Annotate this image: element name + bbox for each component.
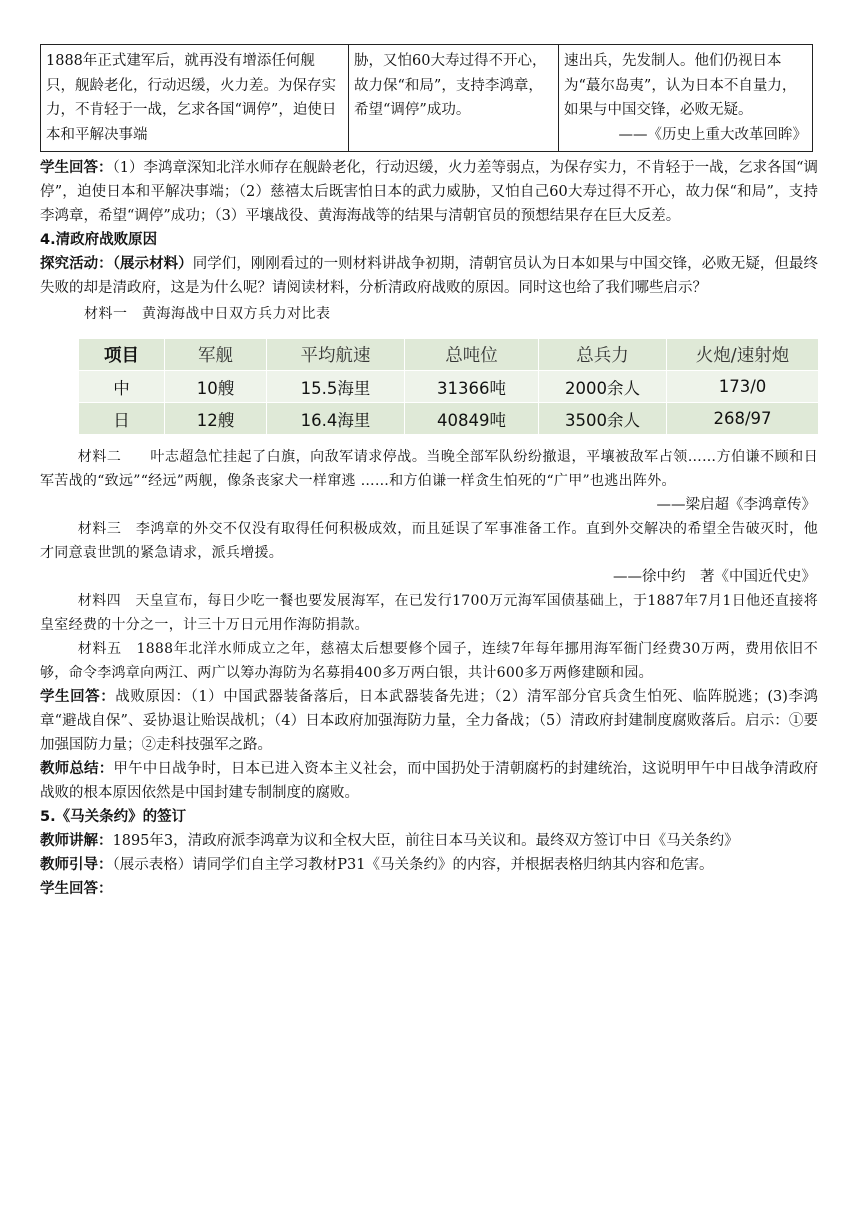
force-table-cell: 15.5海里 [267, 371, 405, 403]
material2-source: ——梁启超《李鸿章传》 [656, 497, 816, 513]
force-table-header: 军舰 [165, 339, 267, 371]
teacher-summary-text: 甲午中日战争时，日本已进入资本主义社会，而中国扔处于清朝腐朽的封建统治，这说明甲午中日战争清政府战败的根本原因依然是中国封建专制制度的腐败。 [40, 761, 819, 801]
top-table-col3 [559, 45, 813, 152]
top-table-col2-text: 胁，又怕60大寿过得不开心，故力保“和局”，支持李鸿章，希望“调停”成功。 [354, 53, 547, 118]
teacher-summary [40, 757, 818, 805]
teacher-guide [40, 853, 818, 877]
force-table-row-japan [79, 403, 819, 435]
document-page [40, 44, 818, 901]
top-table-col1 [41, 45, 349, 152]
force-table-cell: 173/0 [667, 371, 819, 403]
student-answer-3 [40, 877, 818, 901]
student-answer-1 [40, 156, 818, 228]
force-table-cell: 10艘 [165, 371, 267, 403]
teacher-guide-label: 教师引导： [40, 857, 113, 873]
force-table-header: 火炮/速射炮 [667, 339, 819, 371]
top-table-col2 [349, 45, 559, 152]
student-answer-2-label: 学生回答： [40, 689, 116, 705]
force-table-header: 总兵力 [539, 339, 667, 371]
force-table-cell: 2000余人 [539, 371, 667, 403]
material3-source: ——徐中约 著《中国近代史》 [613, 569, 816, 585]
material2: 材料二 叶志超急忙挂起了白旗，向敌军请求停战。当晚全部军队纷纷撤退，平壤被敌军占领……方伯谦不顾和日军苦战的“致远”“经远”两舰，像条丧家犬一样窜逃 ……和方伯谦一样贪生怕死的“广甲”也逃出阵外。 [40, 449, 818, 489]
explore-activity-text: 同学们，刚刚看过的一则材料讲战争初期，清朝官员认为日本如果与中国交锋，必败无疑，但最终失败的却是清政府，这是为什么呢？请阅读材料，分析清政府战败的原因。同时这也给了我们哪些启示？ [40, 256, 818, 296]
top-materials-table [40, 44, 813, 152]
force-table-header-row [79, 339, 819, 371]
teacher-lecture [40, 829, 818, 853]
section5-heading: 5.《马关条约》的签订 [40, 809, 187, 825]
teacher-summary-label: 教师总结： [40, 761, 114, 777]
force-table-cell: 40849吨 [405, 403, 539, 435]
section4-heading: 4.清政府战败原因 [40, 232, 158, 248]
student-answer-1-label: 学生回答： [40, 160, 113, 176]
student-answer-3-label: 学生回答： [40, 881, 113, 897]
force-table-header: 总吨位 [405, 339, 539, 371]
student-answer-1-text: （1）李鸿章深知北洋水师存在舰龄老化，行动迟缓，火力差等弱点，为保存实力，不肯轻于一战，乞求各国“调停”，迫使日本和平解决事端；（2）慈禧太后既害怕日本的武力威胁，又怕自己60大寿过得不开心，故力保“和局”，支持李鸿章，希望“调停”成功；（3）平壤战役、黄海海战等的结果与清朝官员的预想结果存在巨大反差。 [40, 160, 818, 224]
top-table-col3-text: 速出兵，先发制人。他们仍视日本为“蕞尔岛夷”，认为日本不自量力，如果与中国交锋，必败无疑。 [564, 53, 797, 118]
teacher-lecture-label: 教师讲解： [40, 833, 113, 849]
force-table-cell: 268/97 [667, 403, 819, 435]
explore-activity [40, 252, 818, 300]
force-table-cell: 日 [79, 403, 165, 435]
top-table-source: ——《历史上重大改革回眸》 [618, 126, 807, 143]
material3: 材料三 李鸿章的外交不仅没有取得任何积极成效，而且延误了军事准备工作。直到外交解决的希望全告破灭时，他才同意袁世凯的紧急请求，派兵增援。 [40, 521, 818, 561]
force-comparison-table [78, 338, 819, 435]
teacher-lecture-text: 1895年3，清政府派李鸿章为议和全权大臣，前往日本马关议和。最终双方签订中日《马关条约》 [112, 833, 739, 849]
force-table-cell: 12艘 [165, 403, 267, 435]
material1-caption: 材料一 黄海海战中日双方兵力对比表 [84, 306, 331, 322]
explore-activity-label: 探究活动：（展示材料） [40, 256, 193, 272]
force-table-cell: 16.4海里 [267, 403, 405, 435]
force-table-header: 项目 [79, 339, 165, 371]
student-answer-2 [40, 685, 818, 757]
force-table-cell: 3500余人 [539, 403, 667, 435]
material4: 材料四 天皇宣布，每日少吃一餐也要发展海军，在已发行1700万元海军国债基础上，于1887年7月1日他还直接将皇室经费的十分之一，计三十万日元用作海防捐款。 [40, 593, 818, 633]
teacher-guide-text: （展示表格）请同学们自主学习教材P31《马关条约》的内容，并根据表格归纳其内容和危害。 [112, 857, 714, 873]
student-answer-2-text: 战败原因：（1）中国武器装备落后，日本武器装备先进；（2）清军部分官兵贪生怕死、临阵脱逃；(3)李鸿章“避战自保”、妥协退让贻误战机；（4）日本政府加强海防力量，全力备战；（5）清政府封建制度腐败落后。启示：①要加强国防力量；②走科技强军之路。 [40, 689, 818, 753]
material5: 材料五 1888年北洋水师成立之年，慈禧太后想要修个园子，连续7年每年挪用海军衙门经费30万两，费用依旧不够，命令李鸿章向两江、两广以筹办海防为名募捐400多万两白银，共计600多万两修建颐和园。 [40, 641, 818, 681]
force-table-header: 平均航速 [267, 339, 405, 371]
top-table-col1-text: 1888年正式建军后，就再没有增添任何舰只，舰龄老化，行动迟缓，火力差。为保存实力，不肯轻于一战，乞求各国“调停”，迫使日本和平解决事端 [46, 53, 337, 143]
force-table-cell: 31366吨 [405, 371, 539, 403]
force-table-row-china [79, 371, 819, 403]
force-table-cell: 中 [79, 371, 165, 403]
